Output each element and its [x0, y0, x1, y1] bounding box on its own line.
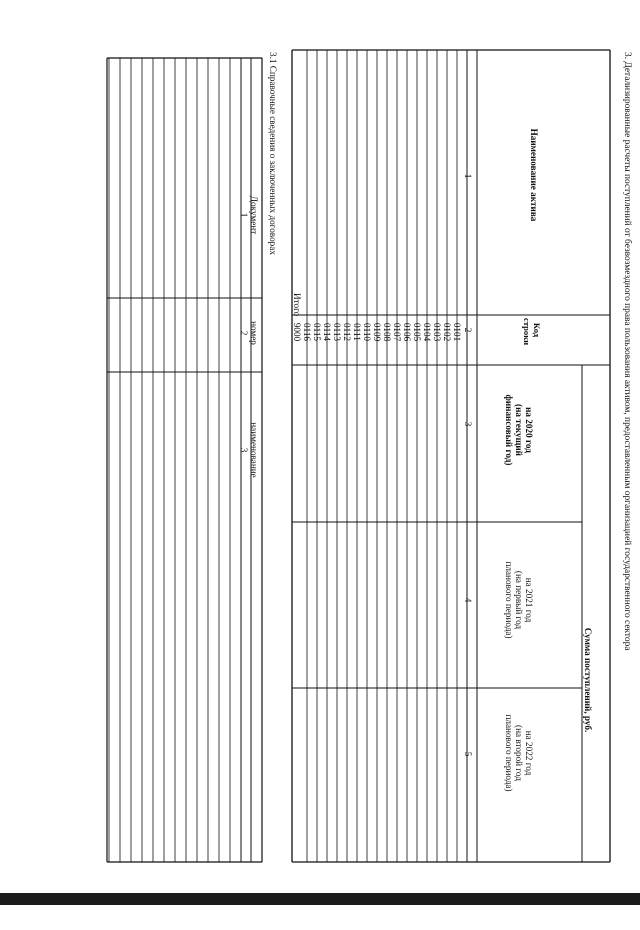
scan-border — [0, 893, 640, 905]
line-code-cell: 0115 — [312, 322, 322, 342]
column-header-2020-line3: финансовый год) — [504, 394, 514, 466]
column-header-2022-line2: (на второй год — [514, 725, 524, 781]
column-header-number: номер — [249, 321, 259, 345]
column-number-5: 5 — [463, 751, 473, 757]
column-header-2021-line2: (на первый год — [514, 570, 524, 630]
section-heading: 3. Детализированные расчеты поступлений от безвозмездного права пользования активом, предоставленным организацией государственного сектора — [622, 52, 632, 651]
line-code-cell: 0113 — [332, 322, 342, 342]
column-header-number-row: 2 — [239, 330, 249, 336]
column-header-2021-line3: планового периода) — [504, 561, 514, 639]
line-code-cell: 0102 — [442, 322, 452, 342]
column-header-document: Документ — [249, 195, 259, 235]
column-number-1: 1 — [463, 173, 473, 179]
total-row-label: Итого — [292, 293, 302, 317]
line-code-cell: 0114 — [322, 322, 332, 342]
line-code-cell: 0116 — [302, 322, 312, 342]
column-number-2: 2 — [463, 327, 473, 333]
column-header-line-code: Код строки — [522, 318, 542, 346]
line-code-cell: 0105 — [412, 322, 422, 342]
column-header-2021-line1: на 2021 год — [524, 577, 534, 623]
column-number-3: 3 — [463, 421, 473, 427]
column-header-amount-group: Сумма поступлений, руб. — [583, 627, 593, 733]
line-code-cell: 0108 — [382, 322, 392, 342]
line-code-cell: 0107 — [392, 322, 402, 342]
column-header-asset-name: Наименование актива — [529, 128, 539, 222]
line-code-cell: 0101 — [452, 322, 462, 342]
column-header-2020-line2: (на текущий — [514, 404, 524, 456]
column-header-2022-line1: на 2022 год — [524, 730, 534, 776]
column-number-4: 4 — [463, 597, 473, 603]
total-row-code: 9000 — [292, 322, 302, 342]
column-header-doc-row: 1 — [239, 212, 249, 218]
line-code-cell: 0112 — [342, 322, 352, 342]
line-code-cell: 0104 — [422, 322, 432, 342]
column-header-2020-line1: на 2020 год — [524, 407, 534, 453]
line-code-cell: 0111 — [352, 323, 362, 341]
line-code-cell: 0103 — [432, 322, 442, 342]
column-header-2022-line3: планового периода) — [504, 714, 514, 792]
column-header-name: наименование — [249, 422, 259, 478]
section-3-1-title: 3.1 Справочные сведения о заключенных договорах — [268, 52, 278, 255]
line-code-cell: 0106 — [402, 322, 412, 342]
line-code-cell: 0110 — [362, 322, 372, 342]
line-code-cell: 0109 — [372, 322, 382, 342]
column-header-name-row: 3 — [239, 447, 249, 453]
